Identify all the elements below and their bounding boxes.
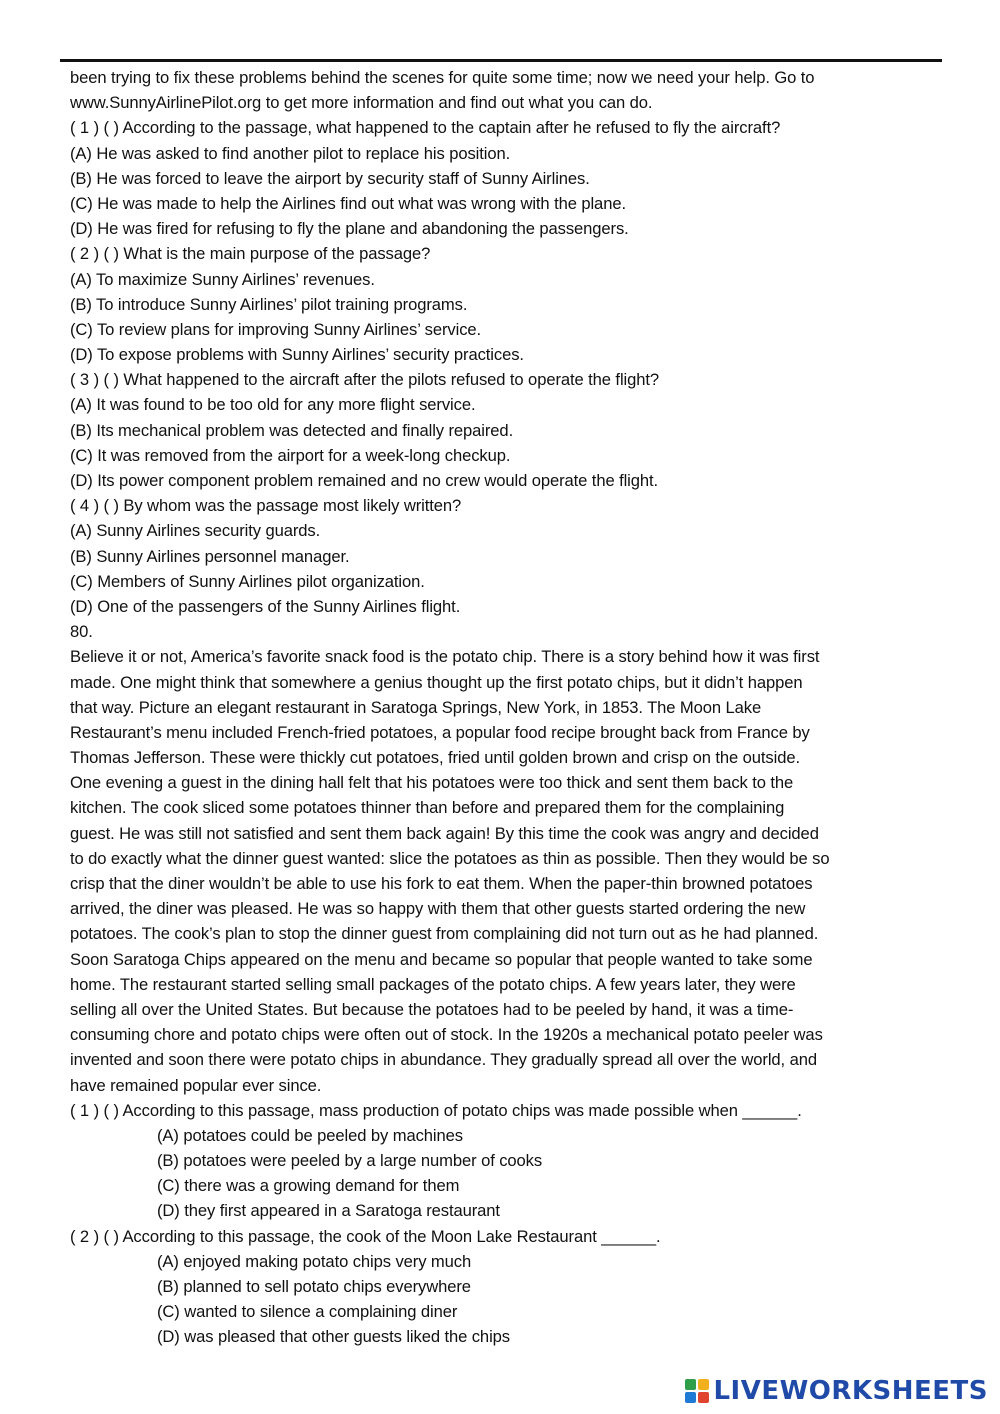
passage-line: invented and soon there were potato chips in abundance. They gradually spread all over the world, and <box>70 1050 817 1070</box>
answer-option: (C) He was made to help the Airlines find out what was wrong with the plane. <box>70 193 626 213</box>
passage-line: arrived, the diner was pleased. He was so happy with them that other guests started ordering the new <box>70 899 806 919</box>
answer-option: (A) He was asked to find another pilot to replace his position. <box>70 143 511 163</box>
question-stem[interactable]: ( 4 ) ( ) By whom was the passage most likely written? <box>70 496 462 516</box>
passage-line: consuming chore and potato chips were often out of stock. In the 1920s a mechanical potato peeler was <box>70 1025 823 1045</box>
question-stem[interactable]: ( 2 ) ( ) What is the main purpose of the passage? <box>70 244 431 264</box>
passage-line: One evening a guest in the dining hall felt that his potatoes were too thick and sent them back to the <box>70 773 794 793</box>
answer-option: (D) was pleased that other guests liked the chips <box>157 1327 510 1347</box>
top-rule <box>60 59 942 62</box>
answer-option: (C) To review plans for improving Sunny Airlines’ service. <box>70 319 482 339</box>
passage-line: guest. He was still not satisfied and sent them back again! By this time the cook was angry and decided <box>70 823 819 843</box>
logo-square <box>685 1392 696 1403</box>
answer-option: (B) Its mechanical problem was detected and finally repaired. <box>70 420 514 440</box>
questions-79 <box>70 115 950 619</box>
passage-80 <box>70 644 950 1097</box>
passage-line: been trying to fix these problems behind the scenes for quite some time; now we need your help. Go to <box>70 68 815 87</box>
answer-option: (D) One of the passengers of the Sunny Airlines flight. <box>70 596 461 616</box>
answer-option: (D) He was fired for refusing to fly the plane and abandoning the passengers. <box>70 219 629 239</box>
answer-option: (B) To introduce Sunny Airlines’ pilot training programs. <box>70 294 468 314</box>
answer-option: (C) Members of Sunny Airlines pilot organization. <box>70 571 425 591</box>
answer-option: (A) It was found to be too old for any more flight service. <box>70 395 476 415</box>
question-stem[interactable]: ( 2 ) ( ) According to this passage, the cook of the Moon Lake Restaurant ______. <box>70 1226 661 1246</box>
brand-name: LIVEWORKSHEETS <box>713 1376 988 1406</box>
passage-line: Believe it or not, America’s favorite snack food is the potato chip. There is a story behind how it was first <box>70 647 820 667</box>
logo-square <box>698 1392 709 1403</box>
answer-option: (D) they first appeared in a Saratoga restaurant <box>157 1201 500 1221</box>
passage-line: have remained popular ever since. <box>70 1075 322 1095</box>
passage-line: selling all over the United States. But because the potatoes had to be peeled by hand, it was a time- <box>70 999 794 1019</box>
answer-option: (D) Its power component problem remained and no crew would operate the flight. <box>70 471 659 490</box>
passage-line: to do exactly what the dinner guest wanted: slice the potatoes as thin as possible. Then they would be so <box>70 848 830 868</box>
passage-line: Thomas Jefferson. These were thickly cut potatoes, fried until golden brown and crisp on the outside. <box>70 748 800 768</box>
logo-square <box>698 1379 709 1390</box>
answer-option: (A) potatoes could be peeled by machines <box>157 1125 463 1145</box>
answer-option: (B) He was forced to leave the airport by security staff of Sunny Airlines. <box>70 168 590 188</box>
passage-line: kitchen. The cook sliced some potatoes thinner than before and prepared them for the complaining <box>70 798 785 818</box>
passage-line: made. One might think that somewhere a genius thought up the first potato chips, but it didn’t happen <box>70 672 803 692</box>
section-number: 80. <box>70 622 93 642</box>
answer-option: (C) wanted to silence a complaining diner <box>157 1302 458 1322</box>
passage-line: home. The restaurant started selling small packages of the potato chips. A few years later, they were <box>70 974 796 994</box>
answer-option: (A) To maximize Sunny Airlines’ revenues. <box>70 269 375 289</box>
answer-option: (B) Sunny Airlines personnel manager. <box>70 546 350 566</box>
passage-line: Restaurant’s menu included French-fried potatoes, a popular food recipe brought back from France by <box>70 722 810 742</box>
passage-line: www.SunnyAirlinePilot.org to get more information and find out what you can do. <box>70 93 653 113</box>
logo-square <box>685 1379 696 1390</box>
answer-option: (B) planned to sell potato chips everywhere <box>157 1277 471 1296</box>
passage-line: Soon Saratoga Chips appeared on the menu and became so popular that people wanted to take some <box>70 949 813 969</box>
question-stem[interactable]: ( 1 ) ( ) According to this passage, mass production of potato chips was made possible when ______. <box>70 1100 802 1120</box>
answer-option: (C) there was a growing demand for them <box>157 1176 460 1196</box>
question-stem[interactable]: ( 3 ) ( ) What happened to the aircraft after the pilots refused to operate the flight? <box>70 370 660 390</box>
passage-line: potatoes. The cook’s plan to stop the dinner guest from complaining did not turn out as he had planned. <box>70 924 819 944</box>
passage-line: that way. Picture an elegant restaurant in Saratoga Springs, New York, in 1853. The Moon Lake <box>70 697 762 717</box>
answer-option: (B) potatoes were peeled by a large number of cooks <box>157 1151 543 1171</box>
liveworksheets-logo[interactable] <box>685 1376 988 1406</box>
worksheet-content <box>70 65 950 1350</box>
liveworksheets-logo-icon <box>685 1379 709 1403</box>
answer-option: (D) To expose problems with Sunny Airlines’ security practices. <box>70 345 524 365</box>
passage-79-tail <box>70 65 950 115</box>
passage-line: crisp that the diner wouldn’t be able to use his fork to eat them. When the paper-thin browned potatoes <box>70 874 813 893</box>
questions-80 <box>70 1098 950 1350</box>
question-stem[interactable]: ( 1 ) ( ) According to the passage, what happened to the captain after he refused to fly the aircraft? <box>70 118 781 138</box>
answer-option: (A) Sunny Airlines security guards. <box>70 521 321 541</box>
answer-option: (C) It was removed from the airport for a week-long checkup. <box>70 445 511 465</box>
answer-option: (A) enjoyed making potato chips very much <box>157 1251 472 1271</box>
